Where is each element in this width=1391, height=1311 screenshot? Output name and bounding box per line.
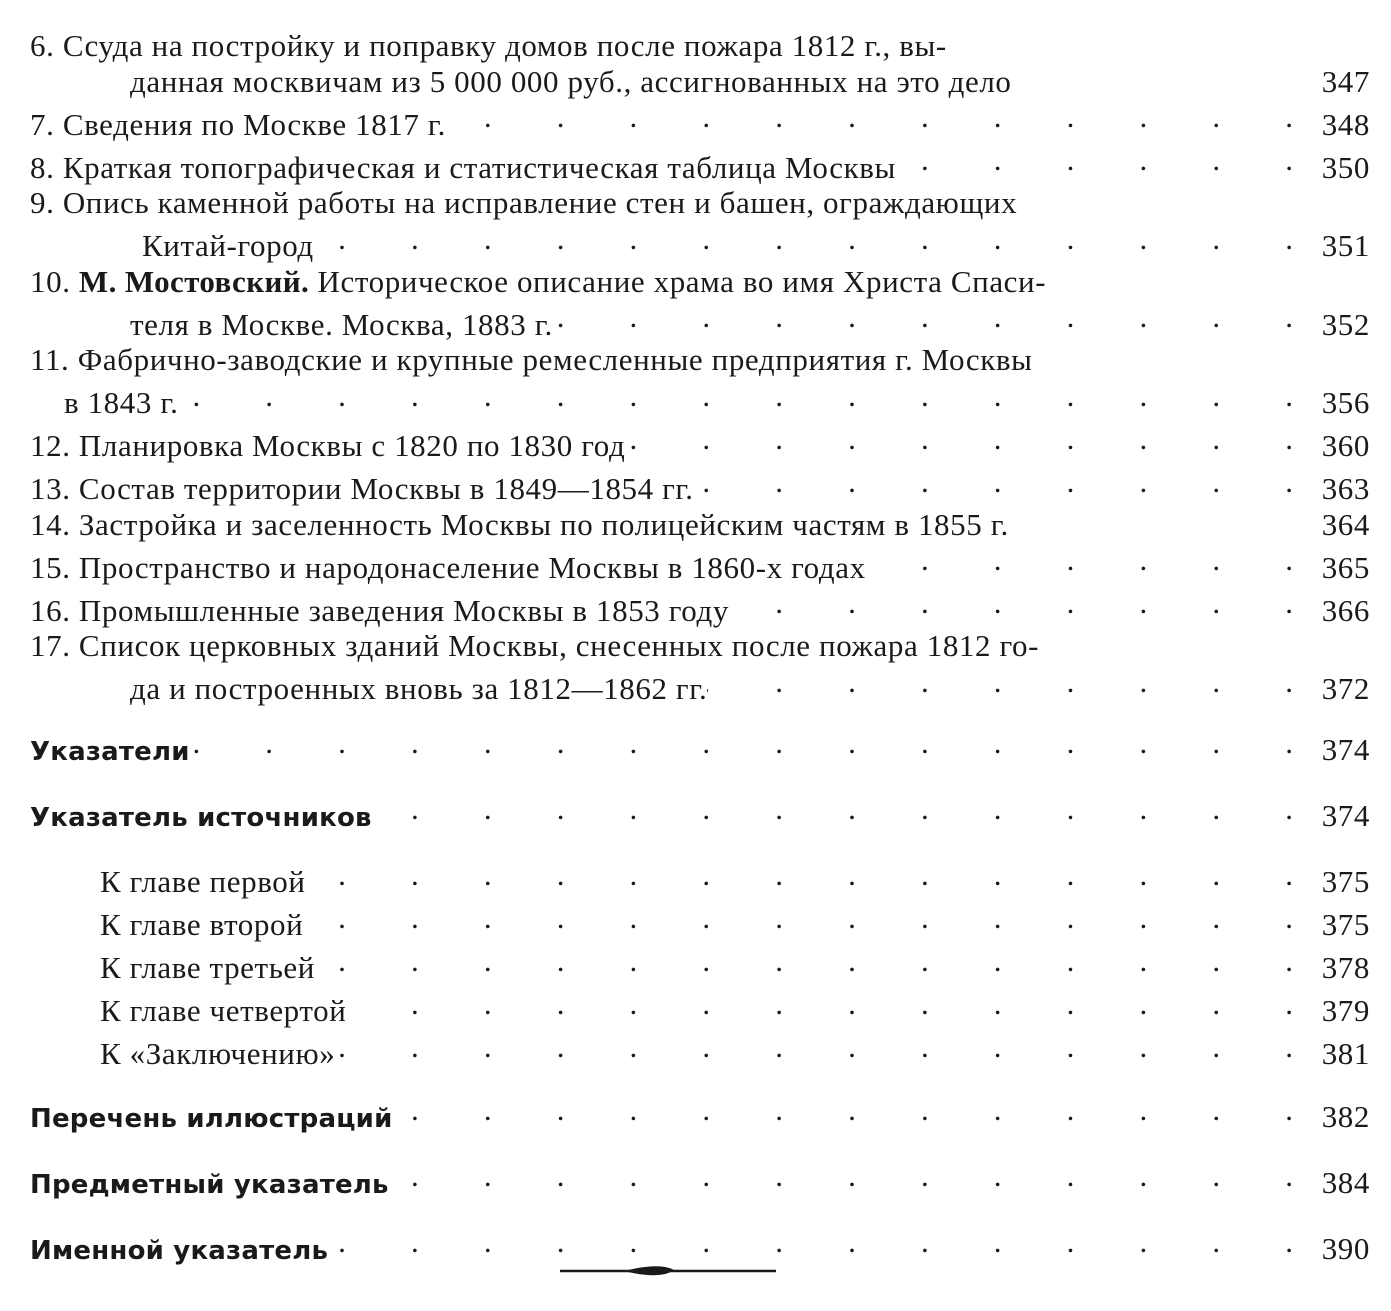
entry-title-line: Промышленные заведения Москвы в 1853 году [78, 592, 729, 628]
source-item-page: 378 [1321, 950, 1370, 985]
source-item-title: К главе первой [100, 864, 306, 899]
entry-page-number: 365 [1321, 549, 1370, 585]
entry-title-line: Пространство и народонаселение Москвы в 1860-х годах [78, 549, 866, 585]
section-illustrations [30, 1092, 1370, 1138]
entry-title-line: Краткая топографическая и статистическая таблица Москвы [62, 149, 896, 185]
section-title: Предметный указатель [30, 1170, 389, 1200]
toc-entry-6 [30, 28, 1370, 64]
dot-leader [446, 99, 1314, 135]
dot-leader [335, 1029, 1314, 1065]
entry-title-line: да и построенных вновь за 1812—1862 гг. [130, 671, 708, 706]
table-of-contents [30, 28, 1370, 1270]
toc-entry-17-cont [30, 664, 1370, 707]
entry-page-number: 347 [1321, 63, 1370, 99]
section-page-number: 390 [1321, 1231, 1370, 1266]
entry-title-line: Историческое описание храма во имя Христа Спаси- [317, 263, 1047, 299]
toc-entry-12 [30, 421, 1370, 464]
dot-leader [303, 900, 1314, 936]
toc-entry-17 [30, 628, 1370, 664]
section-sources [30, 791, 1370, 837]
entry-page-number: 356 [1321, 385, 1370, 420]
dot-leader [190, 725, 1314, 761]
ornamental-divider [560, 1262, 776, 1280]
toc-entry-16 [30, 585, 1370, 628]
entry-title-line: Застройка и заселенность Москвы по полицейским частям в 1855 г. [78, 506, 1009, 542]
source-item-4 [30, 986, 1370, 1029]
entry-page-number: 366 [1321, 592, 1370, 628]
source-item-page: 381 [1321, 1036, 1370, 1071]
section-title: Перечень иллюстраций [30, 1104, 393, 1134]
entry-page-number: 364 [1321, 506, 1370, 542]
section-title: Указатель источников [30, 803, 372, 833]
section-page-number: 384 [1321, 1165, 1370, 1200]
source-item-2 [30, 900, 1370, 943]
dot-leader [314, 221, 1314, 257]
source-item-5 [30, 1029, 1370, 1072]
entry-number: 10. [30, 263, 71, 299]
entry-title-line: Опись каменной работы на исправление стен и башен, ограждающих [62, 185, 1018, 220]
entry-title-line: Список церковных зданий Москвы, снесенных после пожара 1812 го- [78, 628, 1040, 663]
source-item-title: К главе четвертой [100, 993, 347, 1028]
entry-number: 8. [30, 149, 55, 185]
entry-title-line: Сведения по Москве 1817 г. [62, 106, 447, 142]
entry-page-number: 363 [1321, 471, 1370, 506]
dot-leader [729, 585, 1314, 621]
source-item-title: К «Заключению» [100, 1036, 336, 1071]
toc-entry-14 [30, 507, 1370, 543]
section-title: Указатели [30, 737, 190, 767]
entry-title-line: Китай-город [142, 228, 314, 263]
entry-title-line: в 1843 г. [64, 385, 179, 420]
section-indexes [30, 725, 1370, 771]
source-item-3 [30, 943, 1370, 986]
dot-leader [179, 378, 1314, 414]
dot-leader [553, 299, 1314, 335]
entry-title-line: Ссуда на постройку и поправку домов после пожара 1812 г., вы- [62, 28, 947, 63]
entry-number: 11. [30, 342, 70, 377]
source-item-title: К главе третьей [100, 950, 315, 985]
entry-page-number: 360 [1321, 428, 1370, 463]
entry-number: 7. [30, 106, 55, 142]
entry-title-line: теля в Москве. Москва, 1883 г. [130, 306, 553, 342]
source-item-title: К главе второй [100, 907, 304, 942]
source-item-1 [30, 857, 1370, 900]
section-page-number: 382 [1321, 1099, 1370, 1134]
source-item-page: 379 [1321, 993, 1370, 1028]
dot-leader [306, 857, 1314, 893]
dot-leader [896, 142, 1314, 178]
entry-number: 6. [30, 28, 55, 63]
dot-leader [707, 664, 1314, 700]
dot-leader [866, 542, 1314, 578]
entry-title-line: данная москвичам из 5 000 000 руб., ассигнованных на это дело [130, 63, 1012, 99]
entry-number: 14. [30, 506, 71, 542]
dot-leader [625, 421, 1314, 457]
toc-entry-11 [30, 342, 1370, 378]
entry-title-line: Планировка Москвы с 1820 по 1830 год [78, 428, 626, 463]
dot-leader [389, 1158, 1314, 1194]
entry-number: 12. [30, 428, 71, 463]
source-item-page: 375 [1321, 864, 1370, 899]
entry-title-line: Состав территории Москвы в 1849—1854 гг. [78, 471, 694, 506]
entry-title-line: Фабрично-заводские и крупные ремесленные предприятия г. Москвы [77, 342, 1033, 377]
section-subject-index [30, 1158, 1370, 1204]
dot-leader [372, 791, 1314, 827]
dot-leader [393, 1092, 1314, 1128]
toc-entry-8 [30, 142, 1370, 185]
toc-entry-6-cont [30, 64, 1370, 100]
toc-entry-10 [30, 264, 1370, 300]
toc-entry-11-cont [30, 378, 1370, 421]
toc-entry-15 [30, 542, 1370, 585]
dot-leader [694, 464, 1314, 500]
entry-number: 9. [30, 185, 55, 220]
toc-entry-7 [30, 99, 1370, 142]
entry-page-number: 350 [1321, 149, 1370, 185]
dot-leader [315, 943, 1314, 979]
toc-entry-10-cont [30, 299, 1370, 342]
entry-author: М. Мостовский. [78, 263, 310, 299]
entry-number: 17. [30, 628, 71, 663]
toc-entry-9 [30, 185, 1370, 221]
section-page-number: 374 [1321, 732, 1370, 767]
toc-entry-13 [30, 464, 1370, 507]
dot-leader [346, 986, 1314, 1022]
dot-leader [328, 1224, 1314, 1260]
entry-page-number: 372 [1321, 671, 1370, 706]
entry-number: 13. [30, 471, 71, 506]
section-title: Именной указатель [30, 1236, 329, 1266]
source-item-page: 375 [1321, 907, 1370, 942]
section-page-number: 374 [1321, 798, 1370, 833]
entry-number: 15. [30, 549, 71, 585]
toc-entry-9-cont [30, 221, 1370, 264]
entry-page-number: 351 [1321, 228, 1370, 263]
entry-page-number: 352 [1321, 306, 1370, 342]
entry-page-number: 348 [1321, 106, 1370, 142]
entry-number: 16. [30, 592, 71, 628]
